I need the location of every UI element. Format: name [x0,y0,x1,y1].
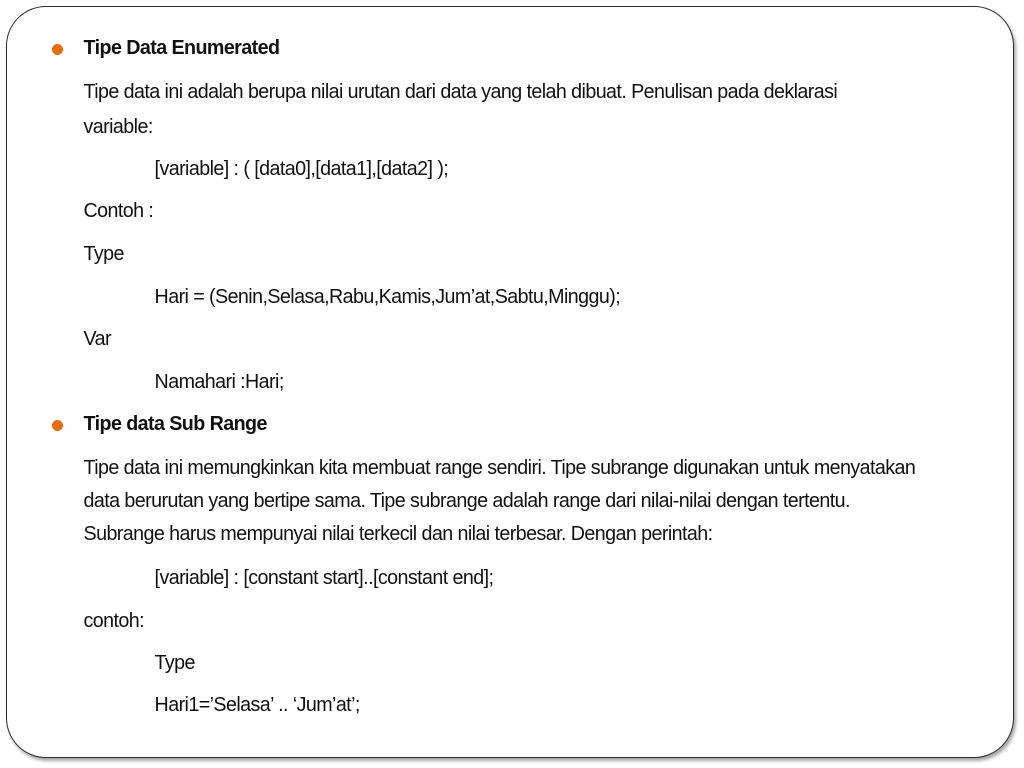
subrange-desc-line-3: Subrange harus mempunyai nilai terkecil dan nilai terbesar. Dengan perintah: [83,522,713,545]
enumerated-desc-line-2: variable: [83,115,153,138]
enumerated-syntax: [variable] : ( [data0],[data1],[data2] ); [154,157,449,180]
subrange-example-label: contoh: [83,609,145,632]
enumerated-type-keyword: Type [83,242,124,265]
subrange-type-declaration: Hari1=’Selasa’ .. ‘Jum’at’; [154,693,360,716]
enumerated-var-keyword: Var [83,327,111,350]
subrange-syntax: [variable] : [constant start]..[constant end]; [154,566,494,589]
section-title-enumerated: Tipe Data Enumerated [83,36,280,59]
subrange-type-keyword: Type [154,651,195,674]
section-title-subrange: Tipe data Sub Range [83,412,267,435]
subrange-desc-line-2: data berurutan yang bertipe sama. Tipe subrange adalah range dari nilai-nilai dengan tertentu. [83,489,850,512]
enumerated-type-declaration: Hari = (Senin,Selasa,Rabu,Kamis,Jum’at,Sabtu,Minggu); [154,285,621,308]
enumerated-var-declaration: Namahari :Hari; [154,370,284,393]
enumerated-desc-line-1: Tipe data ini adalah berupa nilai urutan dari data yang telah dibuat. Penulisan pada deklarasi [83,80,838,103]
enumerated-example-label: Contoh : [83,199,154,222]
subrange-desc-line-1: Tipe data ini memungkinkan kita membuat range sendiri. Tipe subrange digunakan untuk menyatakan [83,456,916,479]
